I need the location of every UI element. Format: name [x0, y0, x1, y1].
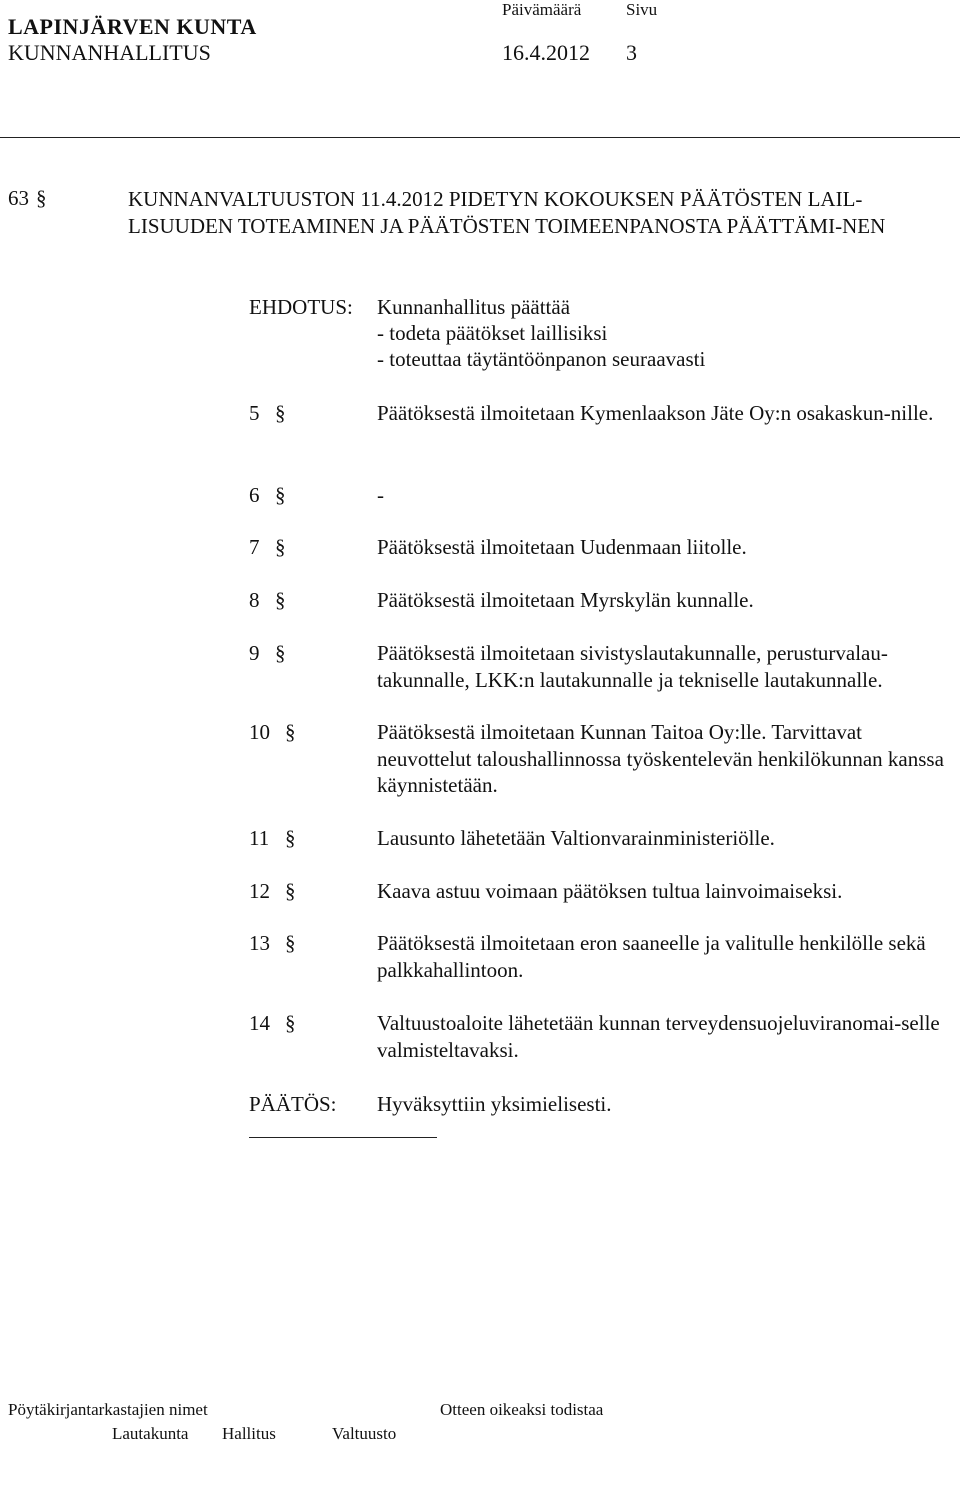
item-number: 8 [249, 588, 260, 612]
date-label: Päivämäärä [502, 0, 582, 19]
end-rule [249, 1137, 437, 1138]
item-text: - [377, 483, 384, 507]
section-mark: § [285, 879, 296, 903]
item-text: Lausunto lähetetään Valtionvarainministeriölle. [377, 826, 775, 850]
decision-label: PÄÄTÖS: [249, 1092, 337, 1116]
item-text: Kaava astuu voimaan päätöksen tultua lainvoimaiseksi. [377, 879, 843, 903]
section-mark: § [275, 641, 286, 665]
item-number: 13 [249, 931, 270, 955]
item-text: Valtuustoaloite lähetetään kunnan terveydensuojeluviranomai-selle valmisteltavaksi. [377, 1011, 940, 1062]
section-mark: § [285, 720, 296, 744]
item-text: Päätöksestä ilmoitetaan Uudenmaan liitolle. [377, 535, 747, 559]
meeting-date: 16.4.2012 [502, 40, 590, 65]
footer-col-hallitus: Hallitus [222, 1424, 276, 1443]
proposal-bullet: - todeta päätökset laillisiksi [377, 321, 608, 345]
section-number: 63 [8, 186, 29, 210]
item-number: 12 [249, 879, 270, 903]
proposal-intro: Kunnanhallitus päättää [377, 295, 571, 319]
item-text: Päätöksestä ilmoitetaan Kunnan Taitoa Oy:lle. Tarvittavat neuvottelut taloushallinnossa työskentelevän henkilökunnan kanssa käynnistetään. [377, 720, 944, 797]
board-name: KUNNANHALLITUS [8, 40, 211, 65]
section-mark: § [275, 401, 286, 425]
item-number: 9 [249, 641, 260, 665]
section-mark: § [36, 186, 47, 210]
page-number: 3 [626, 40, 637, 65]
item-text: Päätöksestä ilmoitetaan eron saaneelle ja valitulle henkilölle sekä palkkahallintoon. [377, 931, 926, 982]
footer-col-valtuusto: Valtuusto [332, 1424, 397, 1443]
item-number: 5 [249, 401, 260, 425]
section-mark: § [285, 1011, 296, 1035]
section-mark: § [275, 483, 286, 507]
item-number: 14 [249, 1011, 270, 1035]
section-title: KUNNANVALTUUSTON 11.4.2012 PIDETYN KOKOUKSEN PÄÄTÖSTEN LAIL-LISUUDEN TOTEAMINEN JA PÄÄTÖSTEN TOIMEENPANOSTA PÄÄTTÄMI-NEN [128, 187, 886, 238]
item-text: Päätöksestä ilmoitetaan Kymenlaakson Jäte Oy:n osakaskun-nille. [377, 401, 934, 425]
section-mark: § [285, 931, 296, 955]
item-number: 11 [249, 826, 270, 850]
section-mark: § [275, 535, 286, 559]
item-number: 7 [249, 535, 260, 559]
proposal-label: EHDOTUS: [249, 295, 353, 319]
footer-col-lautakunta: Lautakunta [112, 1424, 189, 1443]
item-number: 10 [249, 720, 270, 744]
page-label: Sivu [626, 0, 658, 19]
item-number: 6 [249, 483, 260, 507]
decision-text: Hyväksyttiin yksimielisesti. [377, 1092, 612, 1116]
section-mark: § [275, 588, 286, 612]
section-mark: § [285, 826, 296, 850]
item-text: Päätöksestä ilmoitetaan Myrskylän kunnalle. [377, 588, 754, 612]
footer-checkers-label: Pöytäkirjantarkastajien nimet [8, 1400, 208, 1419]
item-text: Päätöksestä ilmoitetaan sivistyslautakunnalle, perusturvalau-takunnalle, LKK:n lautakunnalle ja tekniselle lautakunnalle. [377, 641, 888, 692]
organization-name: LAPINJÄRVEN KUNTA [8, 14, 257, 39]
proposal-bullet: - toteuttaa täytäntöönpanon seuraavasti [377, 347, 706, 371]
footer-certified-label: Otteen oikeaksi todistaa [440, 1400, 604, 1419]
header-divider [0, 137, 960, 138]
